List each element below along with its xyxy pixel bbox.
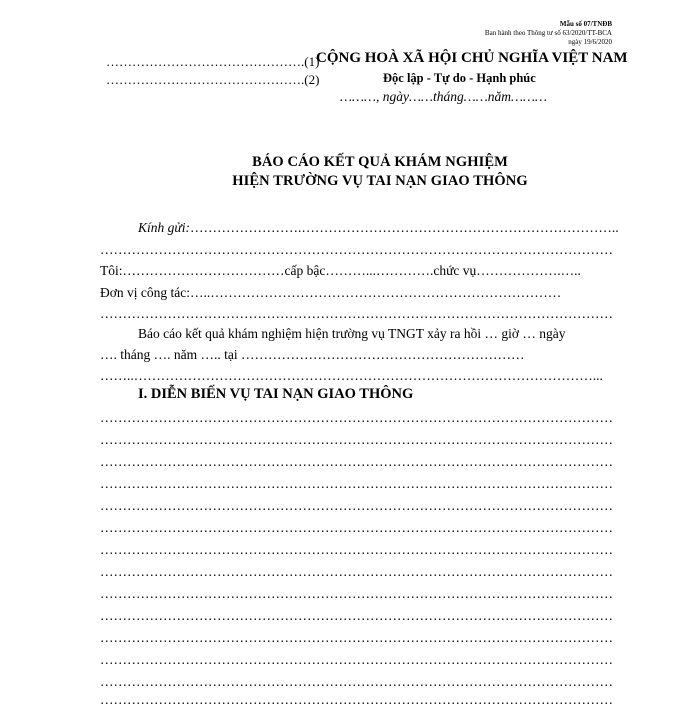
dotted-line: …………………………………………………………………………………………………… <box>100 306 613 321</box>
dotted-line: ……..…………………………………………………………………………………………... <box>100 368 603 383</box>
report-line-2: …. tháng …. năm ….. tại ……………………………………………………… <box>100 347 525 362</box>
dotted-line: …………………………………………………………………………………………………… <box>100 520 613 535</box>
dotted-line: …………………………………………………………………………………………………… <box>100 542 613 557</box>
dotted-line: …………………………………………………………………………………………………… <box>100 454 613 469</box>
motto: Độc lập - Tự do - Hạnh phúc <box>383 71 536 85</box>
form-code-block <box>485 20 612 47</box>
toi-line: Tôi:………………………………cấp bậc………...………….chức vụ……………….….. <box>100 263 581 278</box>
dotted-line: …………………………………………………………………………………………………… <box>100 608 613 623</box>
report-title-line-2: HIỆN TRƯỜNG VỤ TAI NẠN GIAO THÔNG <box>232 173 528 189</box>
agency-line-2: ……………………………………….(2) <box>106 72 320 87</box>
report-line-1: Báo cáo kết quả khám nghiệm hiện trường vụ TNGT xảy ra hồi … giờ … ngày <box>138 326 566 341</box>
dotted-line: …………………………………………………………………………………………………… <box>100 652 613 667</box>
dotted-line: …………………………………………………………………………………………………… <box>100 564 613 579</box>
section-1-heading: I. DIỄN BIẾN VỤ TAI NẠN GIAO THÔNG <box>138 386 414 402</box>
dotted-line: …………………………………………………………………………………………………… <box>100 630 613 645</box>
dotted-line: …………………………………………………………………………………………………… <box>100 410 613 425</box>
issued-date: ngày 19/6/2020 <box>568 38 612 46</box>
kinh-gui-label: Kính gửi: <box>138 220 190 235</box>
dotted-line: …………………………………………………………………………………………………… <box>100 432 613 447</box>
dotted-line: …………………………………………………………………………………………………… <box>100 476 613 491</box>
dotted-line: …………………………………………………………………………………………………… <box>100 242 613 257</box>
kinh-gui-dots: …………………….…………………………………………………………….. <box>190 220 619 235</box>
issued-by: Ban hành theo Thông tư số 63/2020/TT-BCA <box>484 29 612 37</box>
nation-header: CỘNG HOÀ XÃ HỘI CHỦ NGHĨA VIỆT NAM <box>316 50 628 66</box>
dotted-line: …………………………………………………………………………………………………… <box>100 586 613 601</box>
form-number: Mẫu số 07/TNĐB <box>559 20 612 28</box>
kinh-gui-line <box>138 220 633 236</box>
dateline: ………, ngày……tháng……năm……… <box>340 89 548 104</box>
don-vi-line: Đơn vị công tác:…..…………………………………………………………………… <box>100 285 562 300</box>
dotted-line: …………………………………………………………………………………………………… <box>100 498 613 513</box>
report-title-line-1: BÁO CÁO KẾT QUẢ KHÁM NGHIỆM <box>252 154 508 170</box>
dotted-line: …………………………………………………………………………………………………… <box>100 692 613 707</box>
agency-line-1: ……………………………………….(1) <box>106 54 320 69</box>
dotted-line: …………………………………………………………………………………………………… <box>100 674 613 689</box>
